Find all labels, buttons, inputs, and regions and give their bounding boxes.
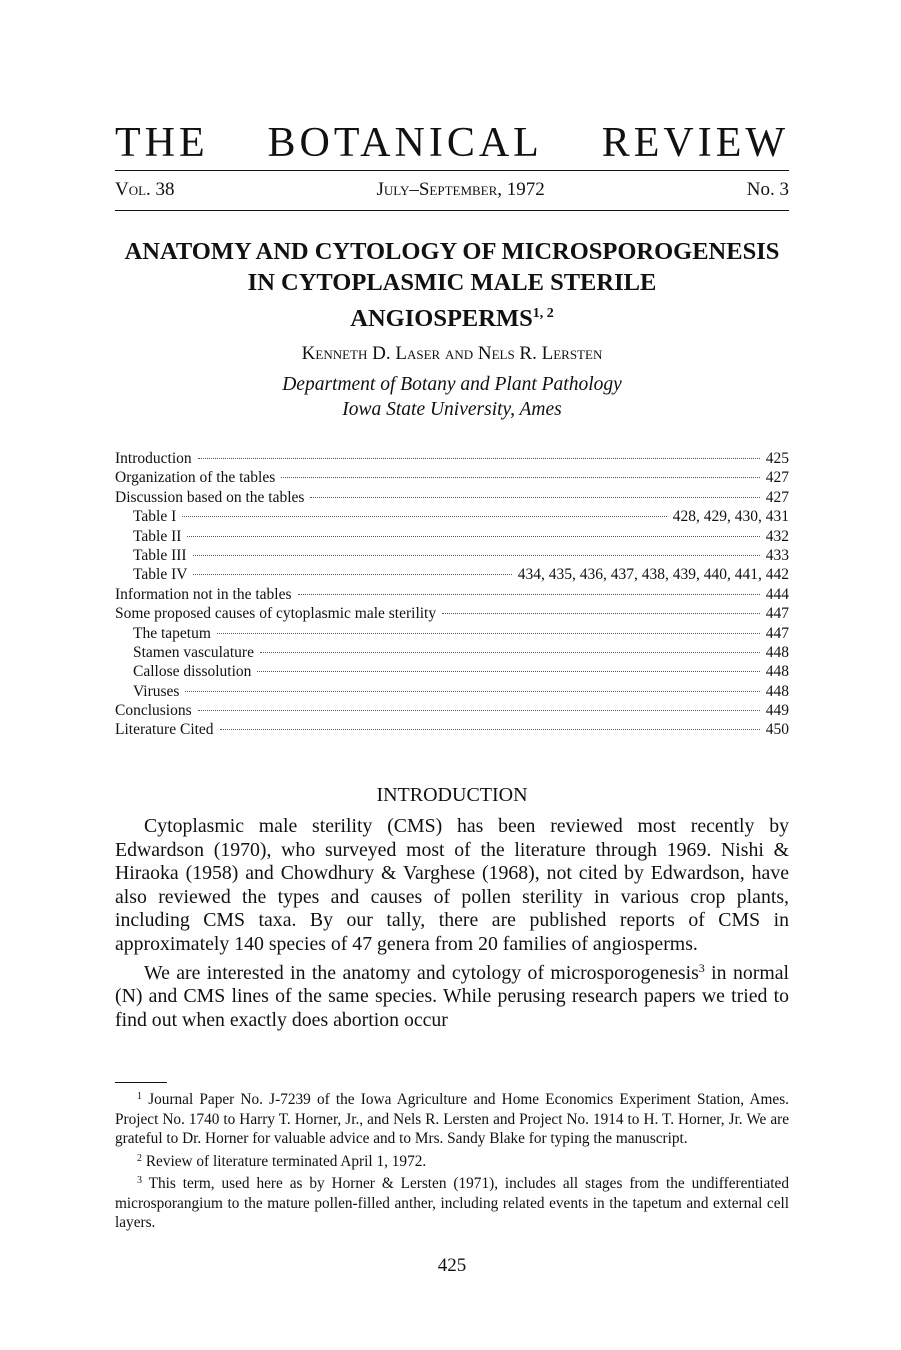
title-footnote-marks: 1, 2	[532, 306, 554, 321]
footnote-number: 2	[137, 1152, 142, 1164]
paragraph-text: in normal (N) and CMS lines of the same species. While perusing research papers we tried to find out when exactly does abortion occur	[115, 961, 789, 1031]
toc-page: 444	[765, 585, 789, 603]
toc-leader-dots	[260, 652, 760, 653]
page-number: 425	[437, 1255, 467, 1276]
toc-label: Table I	[133, 508, 177, 526]
footnote	[115, 1171, 789, 1233]
toc-label: Discussion based on the tables	[115, 488, 305, 506]
toc-row	[115, 507, 789, 526]
toc-page: 448	[765, 643, 789, 661]
toc-row	[115, 643, 789, 662]
toc-label: Introduction	[115, 450, 192, 467]
volume-label: Vol. 38	[115, 179, 175, 200]
toc-leader-dots	[257, 671, 759, 672]
title-line: IN CYTOPLASMIC MALE STERILE	[247, 269, 657, 296]
toc-page: 450	[765, 721, 789, 739]
journal-title-word: THE	[115, 120, 209, 166]
toc-label: Organization of the tables	[115, 469, 276, 487]
toc-leader-dots	[310, 497, 759, 498]
toc-label: Some proposed causes of cytoplasmic male sterility	[115, 605, 437, 623]
toc-page: 427	[765, 488, 789, 506]
paragraph	[115, 957, 789, 1033]
footnote-text: Journal Paper No. J-7239 of the Iowa Agriculture and Home Economics Experiment Station, Ames. Project No. 1740 to Harry T. Horner, Jr., and Nels R. Lersten and Project No. 1914 to H. T. Horner, Jr. We are grateful to Dr. Horner for valuable advice and to Mrs. Sandy Blake for typing the manuscript.	[115, 1091, 789, 1147]
toc-row	[115, 449, 789, 468]
toc-label: Stamen vasculature	[133, 643, 254, 661]
title-line	[115, 298, 789, 334]
journal-title	[115, 122, 789, 164]
toc-page: 448	[765, 663, 789, 681]
toc-row	[115, 468, 789, 487]
toc-page: 432	[765, 527, 789, 545]
toc-page: 447	[765, 624, 789, 642]
toc-label: Table IV	[133, 566, 188, 584]
toc-page: 447	[765, 605, 789, 623]
footnote-rule	[115, 1082, 167, 1083]
toc-label: The tapetum	[133, 624, 211, 642]
toc-row	[115, 701, 789, 720]
issue-line	[115, 178, 789, 202]
authors: Kenneth D. Laser and Nels R. Lersten	[301, 343, 603, 364]
footnote-text: This term, used here as by Horner & Lersten (1971), includes all stages from the undifferentiated microsporangium to the mature pollen-filled anther, including related events in the tapetum and external cell layers.	[115, 1175, 789, 1231]
footnote-number: 1	[137, 1091, 142, 1102]
toc-label: Viruses	[133, 682, 180, 700]
toc-row	[115, 546, 789, 565]
toc-row	[115, 662, 789, 681]
toc-label: Table II	[133, 527, 182, 545]
toc-page: 449	[765, 702, 789, 720]
section-heading: INTRODUCTION	[376, 784, 528, 806]
issue-number: No. 3	[746, 179, 789, 200]
toc-row	[115, 720, 789, 739]
toc-row	[115, 604, 789, 623]
toc-page: 425	[765, 450, 789, 467]
journal-title-word: BOTANICAL	[267, 120, 543, 166]
toc-row	[115, 488, 789, 507]
affiliation-department: Department of Botany and Plant Pathology	[282, 374, 622, 395]
journal-title-word: REVIEW	[601, 120, 789, 166]
article-title	[115, 236, 789, 334]
affiliation-university: Iowa State University, Ames	[342, 399, 562, 420]
toc-leader-dots	[220, 729, 760, 730]
toc-page: 433	[765, 546, 789, 564]
toc-leader-dots	[217, 633, 760, 634]
toc-label: Literature Cited	[115, 721, 214, 739]
footnote-number: 3	[137, 1175, 142, 1186]
toc-label: Callose dissolution	[133, 663, 252, 681]
footnote-text: Review of literature terminated April 1, 1972.	[142, 1152, 427, 1170]
toc-leader-dots	[298, 594, 760, 595]
title-line-text: ANGIOSPERMS	[350, 305, 533, 332]
paragraph-text: We are interested in the anatomy and cytology of microsporogenesis	[144, 961, 699, 984]
toc-leader-dots	[182, 516, 667, 517]
toc-row	[115, 624, 789, 643]
toc-leader-dots	[187, 536, 759, 537]
toc-row	[115, 682, 789, 701]
toc-leader-dots	[193, 574, 511, 575]
toc-leader-dots	[185, 691, 759, 692]
toc-label: Conclusions	[115, 702, 192, 720]
toc-leader-dots	[198, 710, 760, 711]
toc-leader-dots	[193, 555, 760, 556]
toc-row	[115, 527, 789, 546]
footnote	[115, 1087, 789, 1149]
title-line: ANATOMY AND CYTOLOGY OF MICROSPOROGENESIS	[124, 238, 780, 265]
toc-page: 427	[765, 469, 789, 487]
toc-page: 434, 435, 436, 437, 438, 439, 440, 441, 442	[517, 566, 789, 584]
body-text	[115, 815, 789, 1032]
footnote	[115, 1149, 789, 1172]
footnotes	[115, 1087, 789, 1233]
table-of-contents	[115, 449, 789, 740]
paragraph: Cytoplasmic male sterility (CMS) has been reviewed most recently by Edwardson (1970), who surveyed most of the literature through 1969. Nishi & Hiraoka (1958) and Chowdhury & Varghese (1968), not cited by Edwardson, have also reviewed the types and causes of pollen sterility in various crop plants, including CMS taxa. By our tally, there are published reports of CMS in approximately 140 species of 47 genera from 20 families of angiosperms.	[115, 815, 789, 955]
toc-leader-dots	[198, 458, 760, 459]
issue-date: July–September, 1972	[376, 179, 545, 200]
footnote-mark: 3	[698, 960, 705, 975]
toc-leader-dots	[442, 613, 760, 614]
toc-row	[115, 585, 789, 604]
header-rule-bottom	[115, 210, 789, 211]
header-rule-top	[115, 170, 789, 171]
toc-page: 428, 429, 430, 431	[672, 508, 789, 526]
toc-row	[115, 565, 789, 584]
toc-leader-dots	[281, 477, 759, 478]
toc-label: Information not in the tables	[115, 585, 292, 603]
toc-page: 448	[765, 682, 789, 700]
affiliation	[115, 372, 789, 422]
toc-label: Table III	[133, 546, 187, 564]
